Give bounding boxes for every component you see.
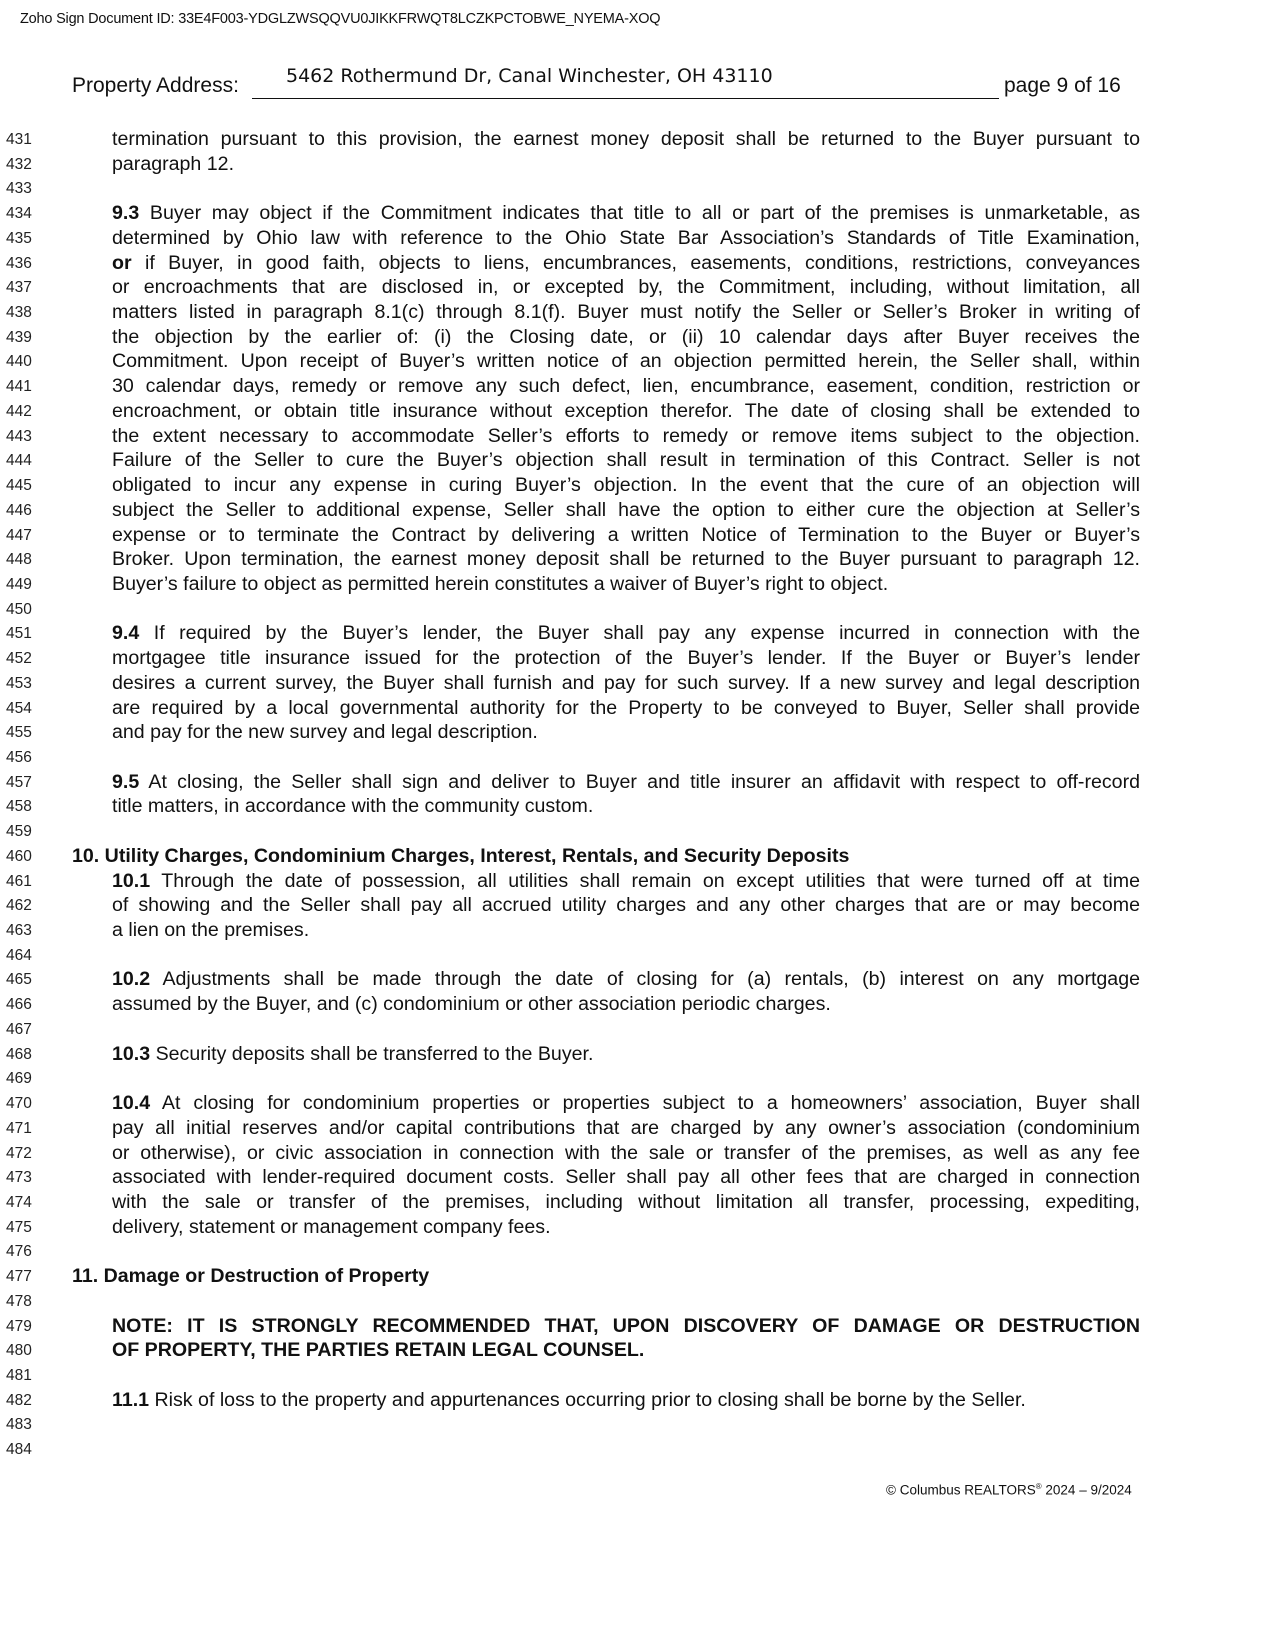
line-content: obligated to incur any expense in curing Buyer’s objection. In the event that the cure of an objection will bbox=[112, 474, 1140, 497]
line-text bbox=[112, 967, 1140, 991]
line-number: 457 bbox=[6, 773, 32, 791]
document-line bbox=[0, 176, 1275, 201]
line-content: Failure of the Seller to cure the Buyer’s objection shall result in termination of this Contract. Seller is not bbox=[112, 449, 1140, 472]
document-line bbox=[0, 918, 1275, 943]
line-text bbox=[112, 770, 1140, 794]
line-content: of showing and the Seller shall pay all accrued utility charges and any other charges that are or may become bbox=[112, 894, 1140, 917]
document-line bbox=[0, 399, 1275, 424]
document-line bbox=[0, 893, 1275, 918]
line-content: are required by a local governmental authority for the Property to be conveyed to Buyer, Seller shall provide bbox=[112, 696, 1140, 719]
line-text bbox=[112, 1215, 1140, 1239]
document-line bbox=[0, 819, 1275, 844]
line-number: 434 bbox=[6, 205, 32, 223]
line-content: OF PROPERTY, THE PARTIES RETAIN LEGAL COUNSEL. bbox=[112, 1339, 645, 1362]
line-number: 483 bbox=[6, 1416, 32, 1434]
document-line bbox=[0, 349, 1275, 374]
document-line bbox=[0, 547, 1275, 572]
line-number: 431 bbox=[6, 131, 32, 148]
line-number: 478 bbox=[6, 1292, 32, 1310]
line-number: 436 bbox=[6, 254, 32, 272]
line-number: 433 bbox=[6, 180, 32, 198]
line-text bbox=[112, 152, 1140, 176]
document-line bbox=[0, 424, 1275, 449]
line-content: with the sale or transfer of the premises, including without limitation all transfer, processing, expediting, bbox=[112, 1190, 1140, 1213]
line-number: 449 bbox=[6, 575, 32, 593]
document-line bbox=[0, 1388, 1275, 1413]
document-line bbox=[0, 1363, 1275, 1388]
document-line bbox=[0, 671, 1275, 696]
line-number: 432 bbox=[6, 155, 32, 173]
line-number: 438 bbox=[6, 304, 32, 322]
line-number: 444 bbox=[6, 452, 32, 470]
document-line bbox=[0, 226, 1275, 251]
line-text bbox=[112, 325, 1140, 349]
property-address-value: 5462 Rothermund Dr, Canal Winchester, OH 43110 bbox=[286, 65, 773, 87]
document-line bbox=[0, 300, 1275, 325]
line-content: NOTE: IT IS STRONGLY RECOMMENDED THAT, UPON DISCOVERY OF DAMAGE OR DESTRUCTION bbox=[112, 1314, 1140, 1337]
document-line bbox=[0, 201, 1275, 226]
document-line bbox=[0, 1289, 1275, 1314]
line-content: matters listed in paragraph 8.1(c) through 8.1(f). Buyer must notify the Seller or Seller’s Broker in writing of bbox=[112, 301, 1140, 324]
document-line bbox=[0, 473, 1275, 498]
line-text bbox=[112, 621, 1140, 645]
line-number: 459 bbox=[6, 823, 32, 841]
line-number: 473 bbox=[6, 1169, 32, 1187]
line-number: 452 bbox=[6, 650, 32, 668]
line-text bbox=[112, 1141, 1140, 1165]
line-text bbox=[112, 1190, 1140, 1214]
line-number: 445 bbox=[6, 477, 32, 495]
line-number: 450 bbox=[6, 600, 32, 618]
line-number: 439 bbox=[6, 328, 32, 346]
document-line bbox=[0, 275, 1275, 300]
line-number: 469 bbox=[6, 1070, 32, 1088]
line-text bbox=[112, 869, 1140, 893]
line-content: Through the date of possession, all utilities shall remain on except utilities that were turned off at time bbox=[150, 869, 1140, 892]
line-content: title matters, in accordance with the community custom. bbox=[112, 795, 594, 818]
line-text bbox=[112, 300, 1140, 324]
document-line bbox=[0, 1437, 1275, 1462]
address-underline bbox=[252, 98, 999, 99]
line-number: 467 bbox=[6, 1020, 32, 1038]
line-number: 451 bbox=[6, 625, 32, 643]
section-heading bbox=[72, 1264, 1100, 1288]
line-text bbox=[112, 720, 1140, 744]
line-content: encroachment, or obtain title insurance without exception therefor. The date of closing shall be extended to bbox=[112, 399, 1140, 422]
document-line bbox=[0, 844, 1275, 869]
document-line bbox=[0, 498, 1275, 523]
line-number: 466 bbox=[6, 996, 32, 1014]
line-text bbox=[112, 1338, 1140, 1362]
line-number: 442 bbox=[6, 402, 32, 420]
clause-number: 10.4 bbox=[112, 1092, 151, 1115]
line-content: the objection by the earlier of: (i) the Closing date, or (ii) 10 calendar days after Buyer receives the bbox=[112, 325, 1140, 348]
line-text bbox=[112, 918, 1140, 942]
line-content: determined by Ohio law with reference to the Ohio State Bar Association’s Standards of Title Examination, bbox=[112, 226, 1140, 249]
line-text bbox=[112, 275, 1140, 299]
line-number: 441 bbox=[6, 378, 32, 396]
line-text bbox=[112, 498, 1140, 522]
registered-mark: ® bbox=[1035, 1482, 1042, 1491]
line-text bbox=[112, 127, 1140, 151]
line-text bbox=[112, 1116, 1140, 1140]
document-line bbox=[0, 745, 1275, 770]
line-number: 440 bbox=[6, 353, 32, 371]
line-content: 30 calendar days, remedy or remove any such defect, lien, encumbrance, easement, condition, restriction or bbox=[112, 375, 1140, 398]
footer-date: 2024 – 9/2024 bbox=[1041, 1482, 1132, 1498]
line-number: 468 bbox=[6, 1045, 32, 1063]
line-content: If required by the Buyer’s lender, the Buyer shall pay any expense incurred in connection with the bbox=[139, 622, 1140, 645]
clause-number: 9.5 bbox=[112, 770, 140, 793]
line-content: 10. Utility Charges, Condominium Charges, Interest, Rentals, and Security Deposits bbox=[72, 844, 850, 867]
line-number: 484 bbox=[6, 1441, 32, 1459]
line-text bbox=[112, 696, 1140, 720]
line-text bbox=[112, 1165, 1140, 1189]
line-number: 480 bbox=[6, 1342, 32, 1360]
document-line bbox=[0, 646, 1275, 671]
document-line bbox=[0, 572, 1275, 597]
clause-number: 10.1 bbox=[112, 869, 151, 892]
line-number: 471 bbox=[6, 1119, 32, 1137]
document-line bbox=[0, 152, 1275, 177]
section-heading bbox=[72, 844, 1100, 868]
line-number: 462 bbox=[6, 897, 32, 915]
line-number: 463 bbox=[6, 922, 32, 940]
document-line bbox=[0, 1412, 1275, 1437]
line-text bbox=[112, 794, 1140, 818]
line-text bbox=[112, 992, 1140, 1016]
line-text bbox=[112, 349, 1140, 373]
line-text bbox=[112, 893, 1140, 917]
copyright-footer bbox=[886, 1482, 1132, 1498]
line-number: 458 bbox=[6, 798, 32, 816]
line-content: 11. Damage or Destruction of Property bbox=[72, 1265, 430, 1288]
line-text bbox=[112, 473, 1140, 497]
line-content: Buyer’s failure to object as permitted herein constitutes a waiver of Buyer’s right to object. bbox=[112, 572, 889, 595]
document-line bbox=[0, 1264, 1275, 1289]
line-number: 477 bbox=[6, 1268, 32, 1286]
document-line bbox=[0, 869, 1275, 894]
document-line bbox=[0, 374, 1275, 399]
line-number: 472 bbox=[6, 1144, 32, 1162]
line-content: paragraph 12. bbox=[112, 152, 235, 175]
clause-number: or bbox=[112, 251, 132, 274]
line-content: termination pursuant to this provision, the earnest money deposit shall be returned to the Buyer pursuant to bbox=[112, 128, 1140, 150]
line-content: assumed by the Buyer, and (c) condominium or other association periodic charges. bbox=[112, 993, 831, 1016]
line-content: the extent necessary to accommodate Seller’s efforts to remedy or remove items subject to the objection. bbox=[112, 424, 1140, 447]
line-number: 474 bbox=[6, 1193, 32, 1211]
line-content: Adjustments shall be made through the date of closing for (a) rentals, (b) interest on any mortgage bbox=[150, 968, 1140, 991]
line-number: 461 bbox=[6, 872, 32, 890]
line-number: 448 bbox=[6, 551, 32, 569]
clause-number: 11.1 bbox=[112, 1388, 150, 1411]
line-content: At closing for condominium properties or properties subject to a homeowners’ association, Buyer shall bbox=[150, 1092, 1140, 1115]
line-number: 476 bbox=[6, 1243, 32, 1261]
line-number: 460 bbox=[6, 847, 32, 865]
line-content: mortgagee title insurance issued for the protection of the Buyer’s lender. If the Buyer or Buyer’s lender bbox=[112, 647, 1140, 670]
clause-number: 10.2 bbox=[112, 968, 151, 991]
document-line bbox=[0, 720, 1275, 745]
line-content: Broker. Upon termination, the earnest money deposit shall be returned to the Buyer pursuant to paragraph 12. bbox=[112, 548, 1140, 571]
document-line bbox=[0, 251, 1275, 276]
document-line bbox=[0, 1091, 1275, 1116]
line-text bbox=[112, 646, 1140, 670]
line-content: a lien on the premises. bbox=[112, 919, 310, 942]
clause-number: 9.3 bbox=[112, 202, 140, 225]
line-number: 470 bbox=[6, 1095, 32, 1113]
line-content: associated with lender-required document costs. Seller shall pay all other fees that are charged in connection bbox=[112, 1166, 1140, 1189]
line-content: At closing, the Seller shall sign and deliver to Buyer and title insurer an affidavit with respect to off-record bbox=[139, 770, 1140, 793]
line-number: 482 bbox=[6, 1391, 32, 1409]
document-line bbox=[0, 770, 1275, 795]
line-number: 464 bbox=[6, 946, 32, 964]
line-text bbox=[112, 251, 1140, 275]
line-text bbox=[112, 1042, 1140, 1066]
line-text bbox=[112, 448, 1140, 472]
line-text bbox=[112, 1314, 1140, 1338]
clause-number: 9.4 bbox=[112, 622, 140, 645]
footer-text: © Columbus REALTORS bbox=[886, 1482, 1036, 1498]
line-content: if Buyer, in good faith, objects to liens, encumbrances, easements, conditions, restrictions, conveyances bbox=[131, 251, 1140, 274]
line-number: 437 bbox=[6, 279, 32, 297]
line-number: 475 bbox=[6, 1218, 32, 1236]
line-number: 479 bbox=[6, 1317, 32, 1335]
document-line bbox=[0, 992, 1275, 1017]
page-number: page 9 of 16 bbox=[1004, 74, 1121, 97]
document-line bbox=[0, 1239, 1275, 1264]
line-content: Commitment. Upon receipt of Buyer’s written notice of an objection permitted herein, the Seller shall, within bbox=[112, 350, 1140, 373]
document-line bbox=[0, 1017, 1275, 1042]
document-line bbox=[0, 523, 1275, 548]
document-line bbox=[0, 127, 1275, 152]
line-content: delivery, statement or management company fees. bbox=[112, 1215, 551, 1238]
document-line bbox=[0, 1215, 1275, 1240]
page-header bbox=[72, 65, 1132, 102]
line-content: or encroachments that are disclosed in, or excepted by, the Commitment, including, without limitation, all bbox=[112, 276, 1140, 299]
line-number: 435 bbox=[6, 229, 32, 247]
document-line bbox=[0, 1314, 1275, 1339]
document-line bbox=[0, 1190, 1275, 1215]
line-number: 446 bbox=[6, 501, 32, 519]
document-id: Zoho Sign Document ID: 33E4F003-YDGLZWSQQVU0JIKKFRWQT8LCZKPCTOBWE_NYEMA-XOQ bbox=[20, 11, 661, 27]
document-line bbox=[0, 1165, 1275, 1190]
document-line bbox=[0, 448, 1275, 473]
document-line bbox=[0, 1066, 1275, 1091]
line-number: 453 bbox=[6, 674, 32, 692]
line-content: expense or to terminate the Contract by delivering a written Notice of Termination to the Buyer or Buyer’s bbox=[112, 523, 1140, 546]
line-number: 455 bbox=[6, 724, 32, 742]
line-number: 456 bbox=[6, 749, 32, 766]
line-content: or otherwise), or civic association in connection with the sale or transfer of the premises, as well as any fee bbox=[112, 1141, 1140, 1164]
line-content: subject the Seller to additional expense, Seller shall have the option to either cure the objection at Seller’s bbox=[112, 498, 1140, 521]
clause-number: 10.3 bbox=[112, 1042, 151, 1065]
property-address-label: Property Address: bbox=[72, 74, 239, 97]
line-text bbox=[112, 671, 1140, 695]
line-text bbox=[112, 226, 1140, 250]
line-number: 465 bbox=[6, 971, 32, 989]
line-text bbox=[112, 424, 1140, 448]
document-line bbox=[0, 1141, 1275, 1166]
line-content: pay all initial reserves and/or capital contributions that are charged by any owner’s association (condominium bbox=[112, 1116, 1140, 1139]
document-line bbox=[0, 621, 1275, 646]
line-content: and pay for the new survey and legal description. bbox=[112, 721, 538, 744]
line-number: 481 bbox=[6, 1367, 32, 1384]
line-text bbox=[112, 572, 1140, 596]
document-line bbox=[0, 597, 1275, 622]
document-line bbox=[0, 943, 1275, 968]
document-line bbox=[0, 1338, 1275, 1363]
line-text bbox=[112, 1388, 1140, 1412]
line-text bbox=[112, 547, 1140, 571]
document-line bbox=[0, 1042, 1275, 1067]
line-content: Buyer may object if the Commitment indicates that title to all or part of the premises is unmarketable, as bbox=[139, 202, 1140, 225]
line-text bbox=[112, 1091, 1140, 1115]
line-text bbox=[112, 201, 1140, 225]
line-text bbox=[112, 374, 1140, 398]
document-line bbox=[0, 696, 1275, 721]
line-number: 443 bbox=[6, 427, 32, 445]
document-line bbox=[0, 794, 1275, 819]
line-number: 454 bbox=[6, 699, 32, 717]
line-content: Security deposits shall be transferred to the Buyer. bbox=[150, 1042, 594, 1065]
line-content: Risk of loss to the property and appurtenances occurring prior to closing shall be borne by the Seller. bbox=[149, 1388, 1026, 1411]
line-text bbox=[112, 399, 1140, 423]
document-line bbox=[0, 1116, 1275, 1141]
line-text bbox=[112, 523, 1140, 547]
line-content: desires a current survey, the Buyer shall furnish and pay for such survey. If a new survey and legal description bbox=[112, 671, 1140, 694]
document-line bbox=[0, 967, 1275, 992]
line-number: 447 bbox=[6, 526, 32, 544]
document-line bbox=[0, 325, 1275, 350]
